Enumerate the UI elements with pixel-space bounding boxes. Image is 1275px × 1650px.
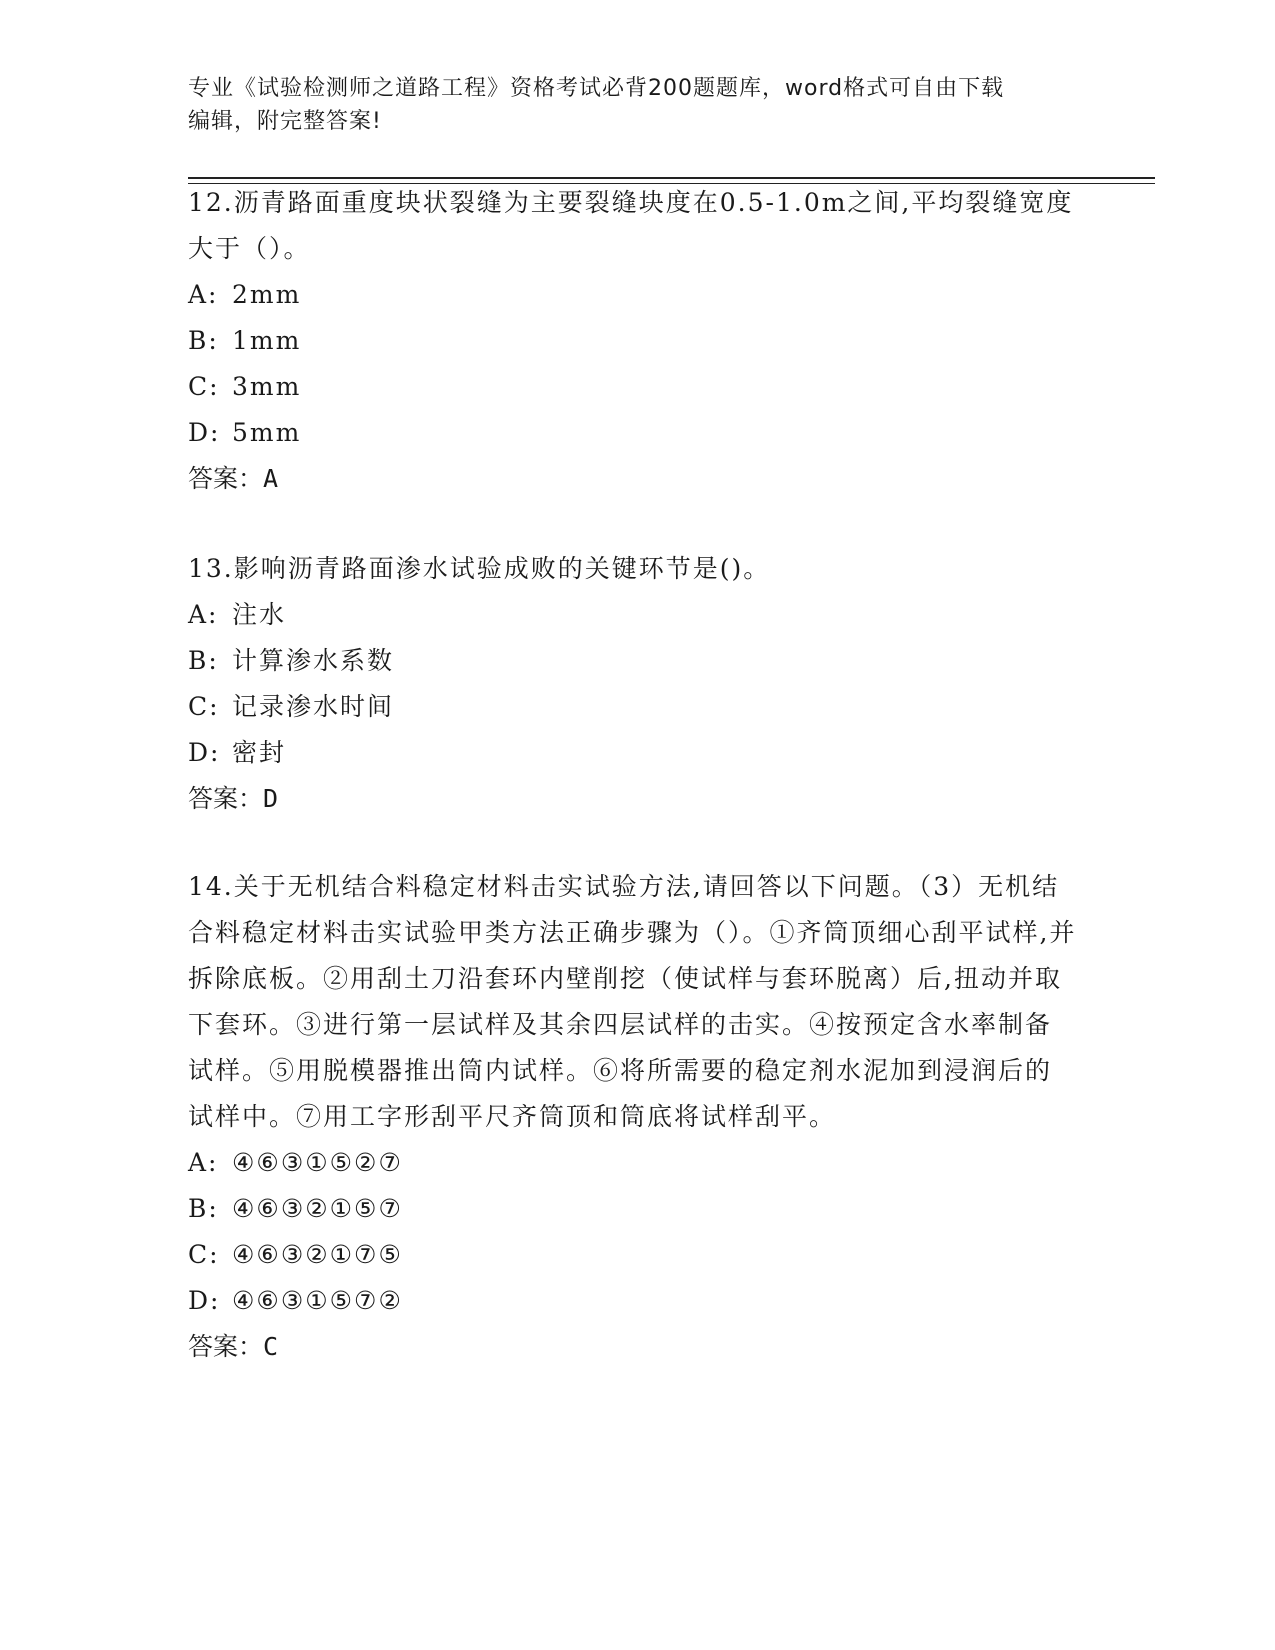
- option-label: D:: [188, 418, 221, 447]
- option-b: [188, 1186, 1078, 1232]
- option-a: [188, 272, 1078, 318]
- option-d: [188, 1278, 1078, 1324]
- header-divider-thick: [188, 177, 1155, 179]
- option-label: B:: [188, 646, 219, 675]
- answer-line: [188, 456, 1078, 502]
- option-label: B:: [188, 1194, 219, 1223]
- option-label: C:: [188, 692, 220, 721]
- option-label: A:: [188, 1148, 219, 1177]
- answer-label: 答案：: [188, 1332, 264, 1361]
- header-title-line-2: 编辑，附完整答案!: [188, 109, 382, 134]
- document-header: [188, 72, 1068, 138]
- option-a: [188, 592, 1078, 638]
- answer-label: 答案：: [188, 784, 264, 813]
- question-stem: 13.影响沥青路面渗水试验成败的关键环节是()。: [188, 554, 771, 583]
- header-title-line-1: 专业《试验检测师之道路工程》资格考试必背200题题库，word格式可自由下载: [188, 76, 1005, 101]
- option-label: B:: [188, 326, 219, 355]
- option-text: 1mm: [232, 326, 302, 355]
- option-text: ④⑥③①⑤②⑦: [232, 1148, 403, 1177]
- option-a: [188, 1140, 1078, 1186]
- option-text: 计算渗水系数: [232, 646, 395, 675]
- option-text: 2mm: [232, 280, 302, 309]
- question-stem: 14.关于无机结合料稳定材料击实试验方法,请回答以下问题。（3）无机结合料稳定材料击实试验甲类方法正确步骤为（）。①齐筒顶细心刮平试样,并拆除底板。②用刮土刀沿套环内壁削挖（使试样与套环脱离）后,扭动并取下套环。③进行第一层试样及其余四层试样的击实。④按预定含水率制备试样。⑤用脱模器推出筒内试样。⑥将所需要的稳定剂水泥加到浸润后的试样中。⑦用工字形刮平尺齐筒顶和筒底将试样刮平。: [188, 872, 1077, 1131]
- option-text: 3mm: [232, 372, 302, 401]
- option-text: ④⑥③①⑤⑦②: [232, 1286, 403, 1315]
- option-label: C:: [188, 1240, 220, 1269]
- option-text: ④⑥③②①⑦⑤: [232, 1240, 403, 1269]
- option-label: C:: [188, 372, 220, 401]
- option-b: [188, 638, 1078, 684]
- answer-label: 答案：: [188, 464, 264, 493]
- question-12: [188, 180, 1078, 502]
- option-label: A:: [188, 280, 219, 309]
- option-label: D:: [188, 1286, 221, 1315]
- option-text: 注水: [232, 600, 287, 629]
- option-label: D:: [188, 738, 221, 767]
- answer-value: A: [263, 464, 279, 493]
- answer-value: D: [263, 784, 279, 813]
- answer-line: [188, 776, 1078, 822]
- option-c: [188, 1232, 1078, 1278]
- option-d: [188, 410, 1078, 456]
- option-c: [188, 364, 1078, 410]
- option-b: [188, 318, 1078, 364]
- option-text: 5mm: [232, 418, 302, 447]
- option-text: ④⑥③②①⑤⑦: [232, 1194, 403, 1223]
- option-text: 记录渗水时间: [232, 692, 395, 721]
- option-label: A:: [188, 600, 219, 629]
- question-stem: 12.沥青路面重度块状裂缝为主要裂缝块度在0.5-1.0m之间,平均裂缝宽度大于（）。: [188, 188, 1074, 263]
- option-text: 密封: [232, 738, 287, 767]
- question-14: [188, 864, 1078, 1370]
- option-d: [188, 730, 1078, 776]
- answer-line: [188, 1324, 1078, 1370]
- answer-value: C: [263, 1332, 279, 1361]
- option-c: [188, 684, 1078, 730]
- question-13: [188, 546, 1078, 822]
